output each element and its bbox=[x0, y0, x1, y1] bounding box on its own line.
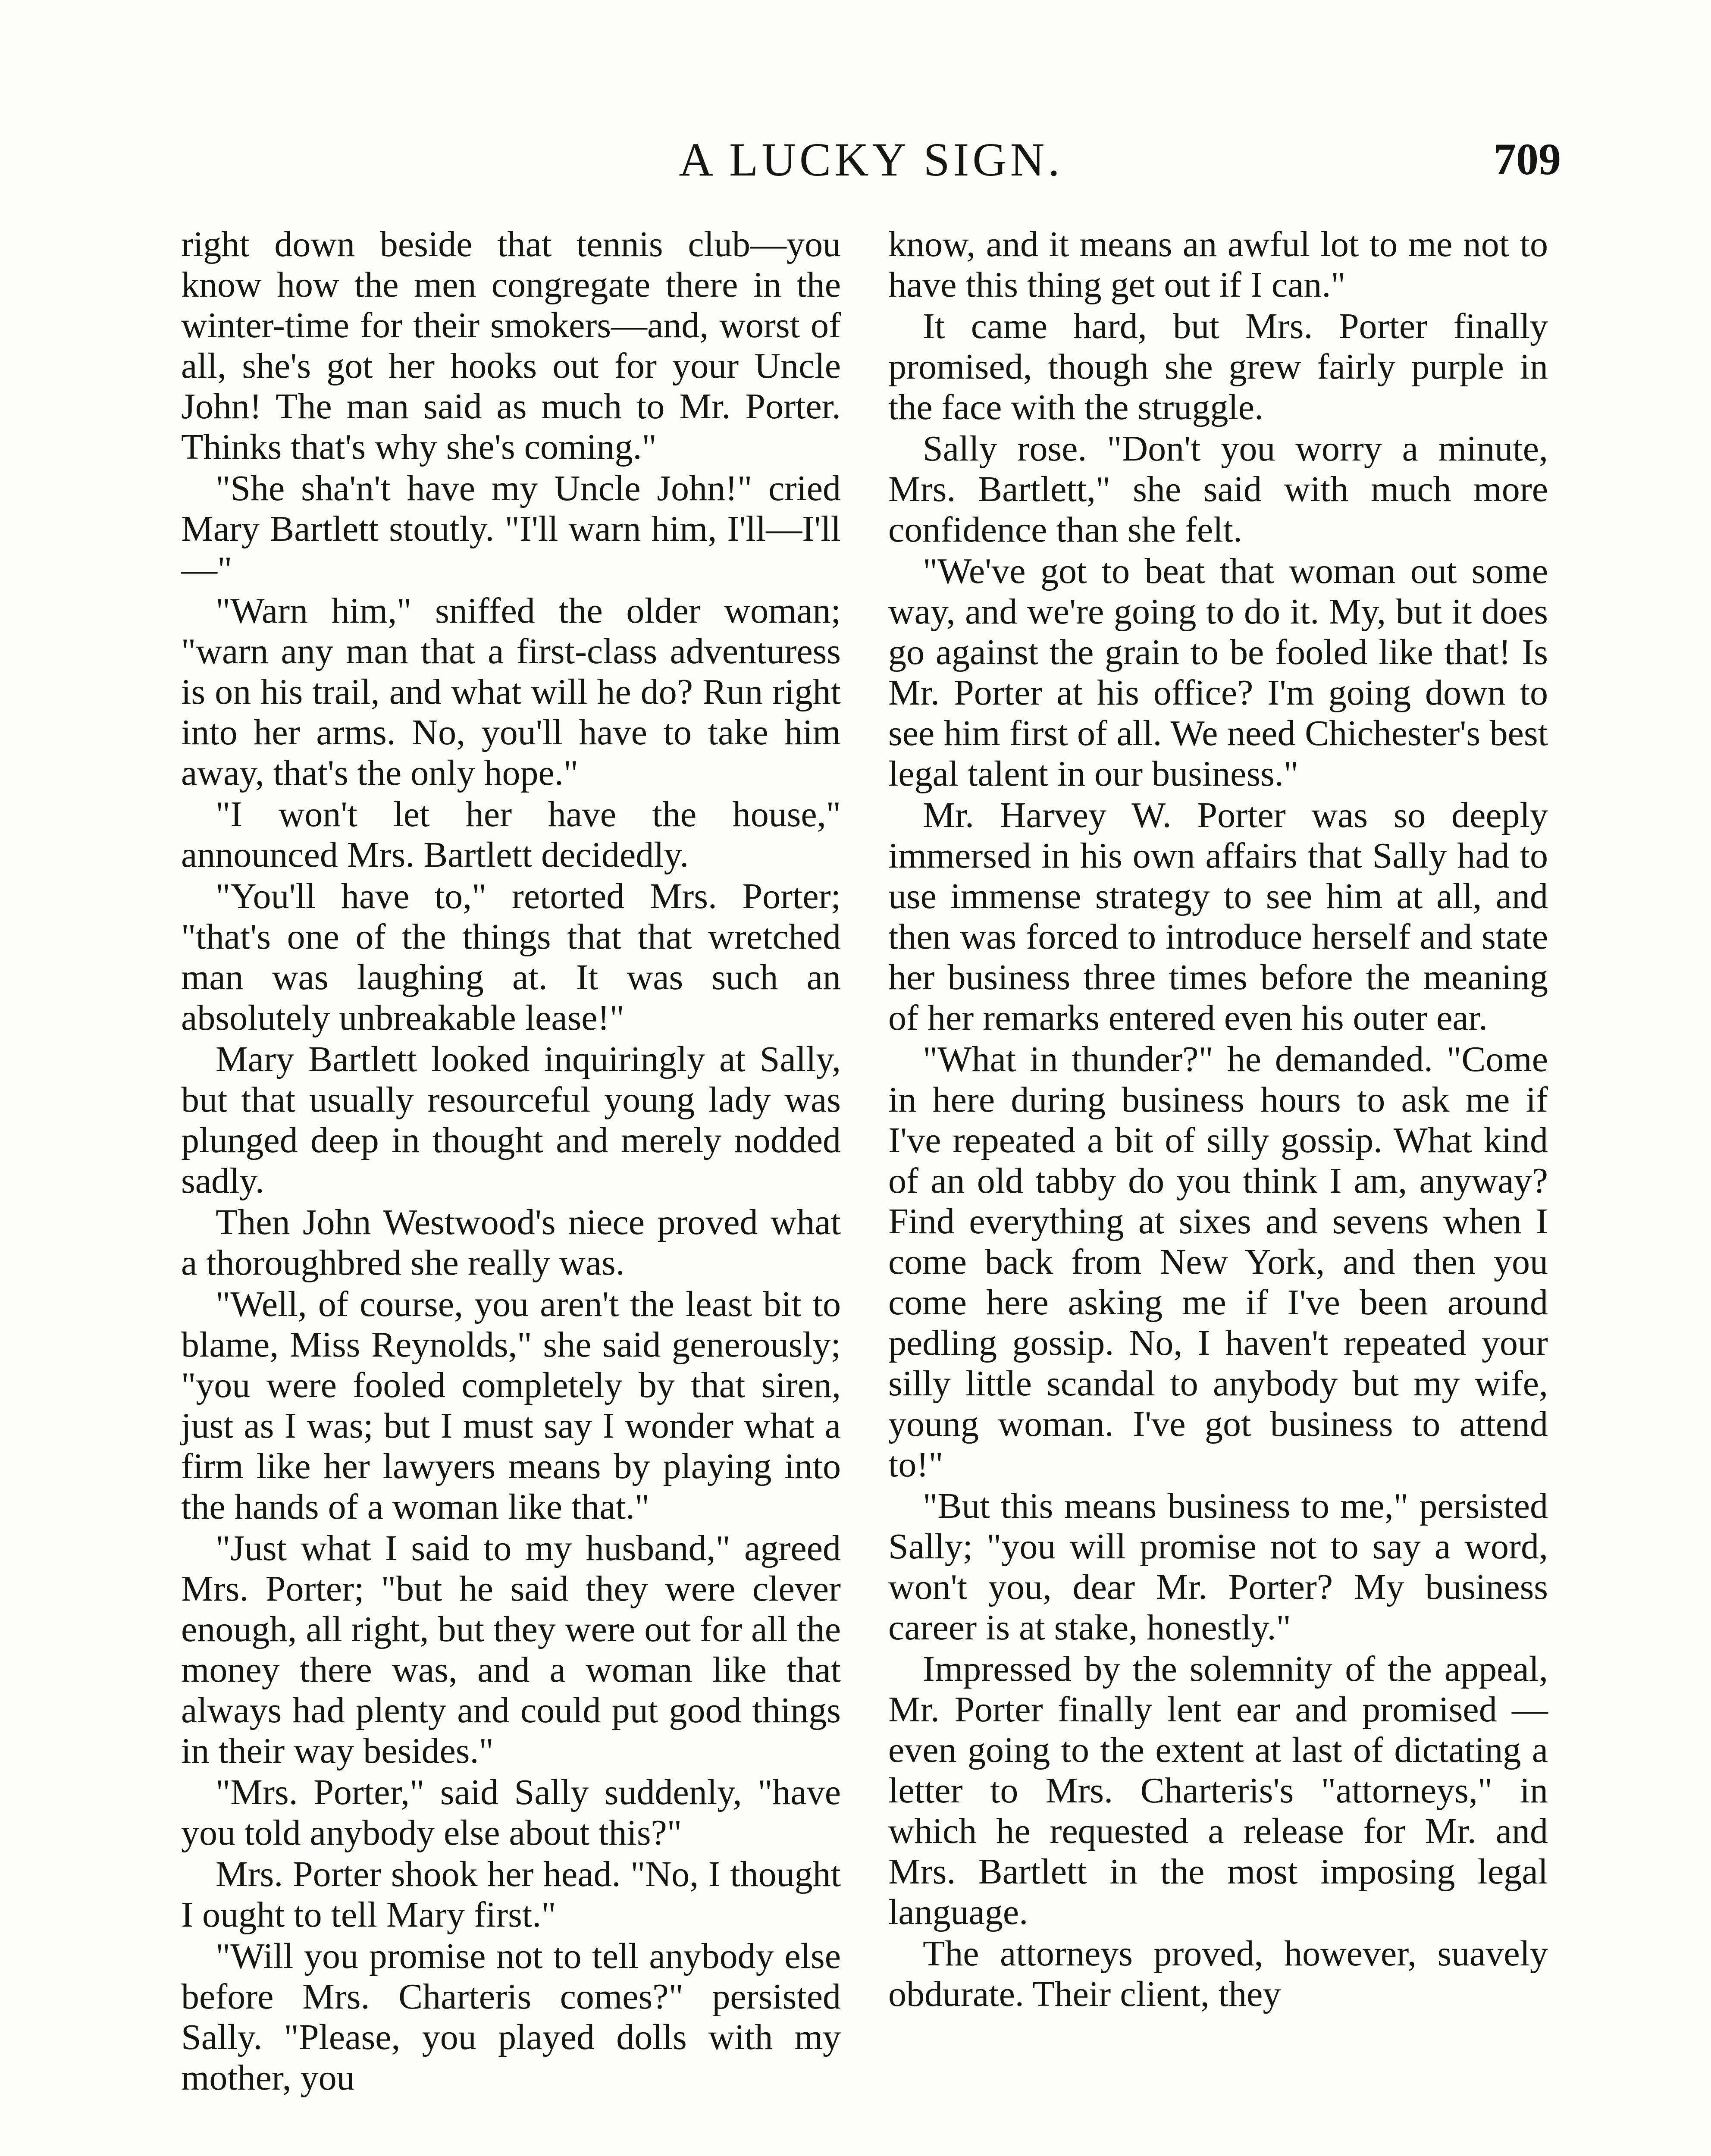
paragraph: "Warn him," sniffed the older woman; "warn any man that a first-class adventuress is on his trail, and what will he do? Run right into her arms. No, you'll have to take him away, that's the only hope." bbox=[181, 591, 841, 793]
paragraph: know, and it means an awful lot to me not to have this thing get out if I can." bbox=[888, 224, 1548, 305]
paragraph: Impressed by the solemnity of the appeal, Mr. Porter finally lent ear and promised — even going to the extent at last of dictating a letter to Mrs. Charteris's "attorneys," in which he requested a release for Mr. and Mrs. Bartlett in the most imposing legal language. bbox=[888, 1649, 1548, 1932]
page-number: 709 bbox=[1494, 135, 1561, 184]
paragraph: "But this means business to me," persisted Sally; "you will promise not to say a word, won't you, dear Mr. Porter? My business career is at stake, honestly." bbox=[888, 1486, 1548, 1648]
paragraph: "We've got to beat that woman out some way, and we're going to do it. My, but it does go against the grain to be fooled like that! Is Mr. Porter at his office? I'm going down to see him first of all. We need Chichester's best legal talent in our business." bbox=[888, 551, 1548, 794]
running-title: A LUCKY SIGN. bbox=[679, 133, 1063, 186]
paragraph: It came hard, but Mrs. Porter finally promised, though she grew fairly purple in the face with the struggle. bbox=[888, 306, 1548, 427]
paragraph: Mrs. Porter shook her head. "No, I thought I ought to tell Mary first." bbox=[181, 1854, 841, 1935]
page-header bbox=[181, 129, 1561, 198]
paragraph: Mary Bartlett looked inquiringly at Sally, but that usually resourceful young lady was plunged deep in thought and merely nodded sadly. bbox=[181, 1039, 841, 1201]
paragraph: Then John Westwood's niece proved what a thoroughbred she really was. bbox=[181, 1202, 841, 1283]
right-column bbox=[888, 224, 1548, 2015]
paragraph: "She sha'n't have my Uncle John!" cried Mary Bartlett stoutly. "I'll warn him, I'll—I'll—" bbox=[181, 468, 841, 589]
left-column bbox=[181, 224, 841, 2099]
paragraph: "What in thunder?" he demanded. "Come in here during business hours to ask me if I've repeated a bit of silly gossip. What kind of an old tabby do you think I am, anyway? Find everything at sixes and sevens when I come back from New York, and then you come here asking me if I've been around pedling gossip. No, I haven't repeated your silly little scandal to anybody but my wife, young woman. I've got business to attend to!" bbox=[888, 1039, 1548, 1485]
paragraph: "Well, of course, you aren't the least bit to blame, Miss Reynolds," she said generously; "you were fooled completely by that siren, just as I was; but I must say I wonder what a firm like her lawyers means by playing into the hands of a woman like that." bbox=[181, 1284, 841, 1527]
paragraph: Mr. Harvey W. Porter was so deeply immersed in his own affairs that Sally had to use immense strategy to see him at all, and then was forced to introduce herself and state her business three times before the meaning of her remarks entered even his outer ear. bbox=[888, 795, 1548, 1038]
paragraph: "I won't let her have the house," announced Mrs. Bartlett decidedly. bbox=[181, 794, 841, 875]
paragraph: "You'll have to," retorted Mrs. Porter; "that's one of the things that that wretched man was laughing at. It was such an absolutely unbreakable lease!" bbox=[181, 876, 841, 1038]
paragraph: right down beside that tennis club—you know how the men congregate there in the winter-time for their smokers—and, worst of all, she's got her hooks out for your Uncle John! The man said as much to Mr. Porter. Thinks that's why she's coming." bbox=[181, 224, 841, 467]
paragraph: "Mrs. Porter," said Sally suddenly, "have you told anybody else about this?" bbox=[181, 1772, 841, 1853]
paragraph: Sally rose. "Don't you worry a minute, Mrs. Bartlett," she said with much more confidence than she felt. bbox=[888, 429, 1548, 550]
paragraph: "Will you promise not to tell anybody else before Mrs. Charteris comes?" persisted Sally. "Please, you played dolls with my mother, you bbox=[181, 1936, 841, 2098]
paragraph: "Just what I said to my husband," agreed Mrs. Porter; "but he said they were clever enough, all right, but they were out for all the money there was, and a woman like that always had plenty and could put good things in their way besides." bbox=[181, 1528, 841, 1771]
paragraph: The attorneys proved, however, suavely obdurate. Their client, they bbox=[888, 1934, 1548, 2014]
